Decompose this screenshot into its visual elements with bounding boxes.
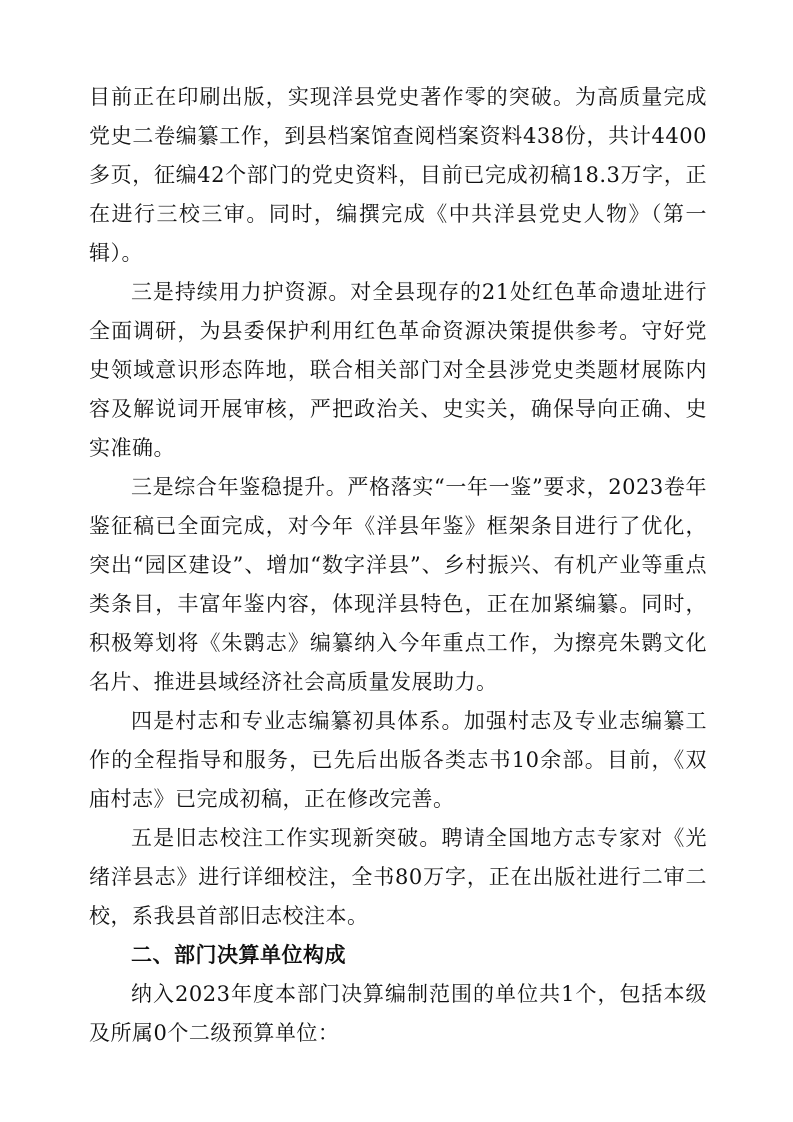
paragraph-protect-resources: 三是持续用力护资源。对全县现存的21处红色革命遗址进行全面调研，为县委保护利用红色革命资源决策提供参考。守好党史领域意识形态阵地，联合相关部门对全县涉党史类题材展陈内容及解说词开展审核，严把政治关、史实关，确保导向正确、史实准确。 — [89, 280, 707, 460]
paragraph-village-chronicles: 四是村志和专业志编纂初具体系。加强村志及专业志编纂工作的全程指导和服务，已先后出版各类志书10余部。目前，《双庙村志》已完成初稿，正在修改完善。 — [89, 709, 707, 811]
document-body — [89, 78, 707, 1053]
section-heading: 二、部门决算单位构成 — [131, 943, 346, 967]
paragraph-yearbook: 三是综合年鉴稳提升。严格落实“一年一鉴”要求，2023卷年鉴征稿已全面完成，对今年《洋县年鉴》框架条目进行了优化，突出“园区建设”、增加“数字洋县”、乡村振兴、有机产业等重点类条目，丰富年鉴内容，体现洋县特色，正在加紧编纂。同时，积极筹划将《朱鹮志》编纂纳入今年重点工作，为擦亮朱鹮文化名片、推进县域经济社会高质量发展助力。 — [89, 475, 707, 694]
paragraph-unit-composition: 纳入2023年度本部门决算编制范围的单位共1个，包括本级及所属0个二级预算单位： — [89, 982, 707, 1045]
paragraph-old-chronicles: 五是旧志校注工作实现新突破。聘请全国地方志专家对《光绪洋县志》进行详细校注，全书80万字，正在出版社进行二审二校，系我县首部旧志校注本。 — [89, 826, 707, 928]
paragraph-continuation: 目前正在印刷出版，实现洋县党史著作零的突破。为高质量完成党史二卷编纂工作，到县档案馆查阅档案资料438份，共计4400多页，征编42个部门的党史资料，目前已完成初稿18.3万字，正在进行三校三审。同时，编撰完成《中共洋县党史人物》（第一辑）。 — [89, 85, 707, 265]
